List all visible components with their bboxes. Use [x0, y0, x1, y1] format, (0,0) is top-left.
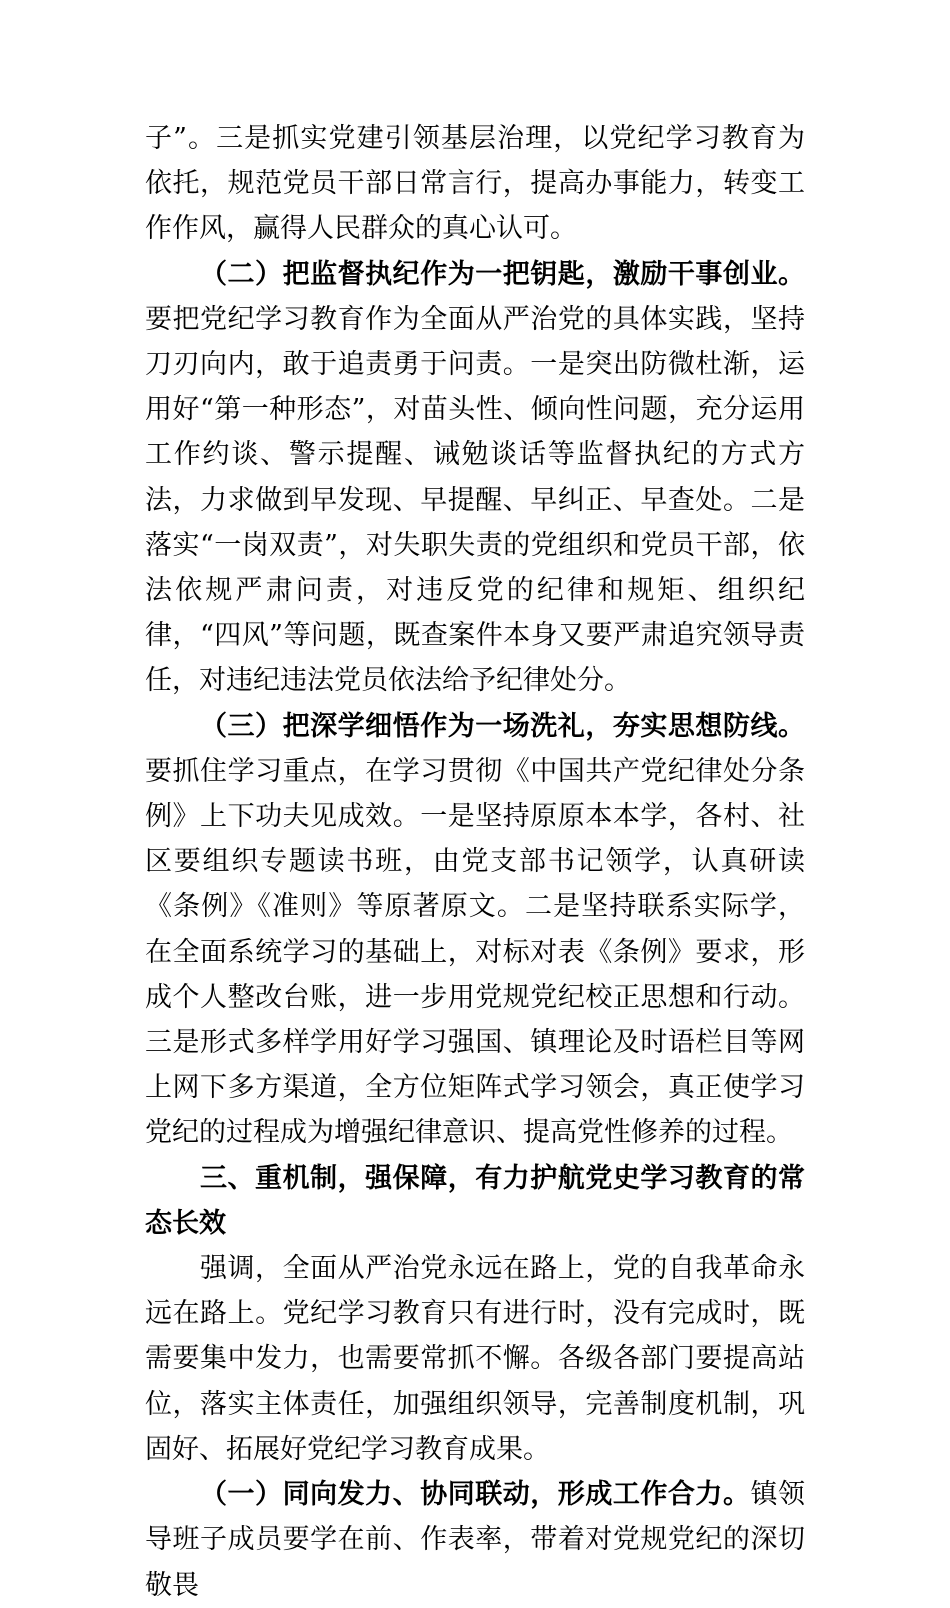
paragraph-section-2-3	[145, 704, 805, 1156]
paragraph-continuation	[145, 116, 805, 252]
subsection-title: （一）同向发力、协同联动，形成工作合力。	[200, 1479, 751, 1511]
paragraph-text: 镇领导班子成员要学在前、作表率，带着对党规党纪的深切敬畏	[145, 1479, 806, 1601]
subsection-title: （三）把深学细悟作为一场洗礼，夯实思想防线。	[200, 710, 805, 742]
paragraph-section-3-1	[145, 1472, 805, 1608]
subsection-title: （二）把监督执纪作为一把钥匙，激励干事创业。	[200, 258, 805, 290]
paragraph-text: 子”。三是抓实党建引领基层治理，以党纪学习教育为依托，规范党员干部日常言行，提高办事能力，转变工作作风，赢得人民群众的真心认可。	[145, 123, 805, 245]
section-heading-3: 三、重机制，强保障，有力护航党史学习教育的常态长效	[145, 1162, 805, 1239]
paragraph-text: 强调，全面从严治党永远在路上，党的自我革命永远在路上。党纪学习教育只有进行时，没有完成时，既需要集中发力，也需要常抓不懈。各级各部门要提高站位，落实主体责任，加强组织领导，完善制度机制，巩固好、拓展好党纪学习教育成果。	[145, 1253, 805, 1465]
paragraph-text: 要把党纪学习教育作为全面从严治党的具体实践，坚持刀刃向内，敢于追责勇于问责。一是突出防微杜渐，运用好“第一种形态”，对苗头性、倾向性问题，充分运用工作约谈、警示提醒、诫勉谈话等监督执纪的方式方法，力求做到早发现、早提醒、早纠正、早查处。二是落实“一岗双责”，对失职失责的党组织和党员干部，依法依规严肃问责，对违反党的纪律和规矩、组织纪律，“四风”等问题，既查案件本身又要严肃追究领导责任，对违纪违法党员依法给予纪律处分。	[145, 303, 805, 697]
paragraph-text: 要抓住学习重点，在学习贯彻《中国共产党纪律处分条例》上下功夫见成效。一是坚持原原本本学，各村、社区要组织专题读书班，由党支部书记领学，认真研读《条例》《准则》等原著原文。二是坚持联系实际学，在全面系统学习的基础上，对标对表《条例》要求，形成个人整改台账，进一步用党规党纪校正思想和行动。三是形式多样学用好学习强国、镇理论及时语栏目等网上网下多方渠道，全方位矩阵式学习领会，真正使学习党纪的过程成为增强纪律意识、提高党性修养的过程。	[145, 755, 805, 1149]
paragraph-section-3-intro	[145, 1246, 805, 1472]
document-page	[145, 116, 805, 1608]
paragraph-section-2-2	[145, 252, 805, 704]
